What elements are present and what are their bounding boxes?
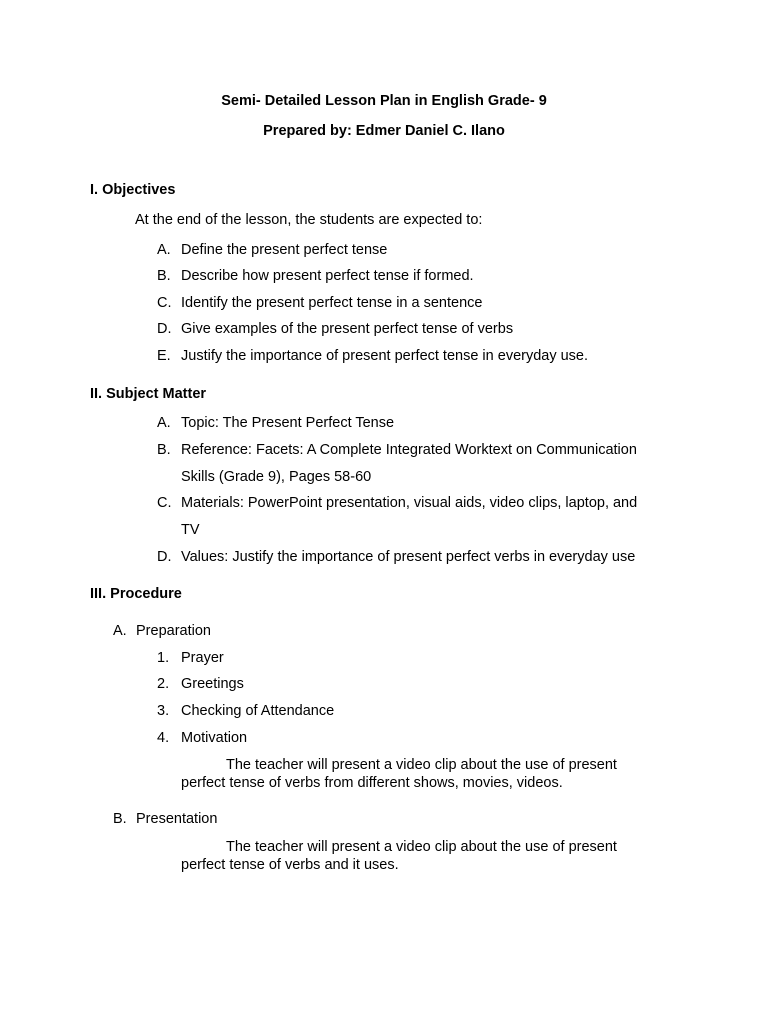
list-item-text: Checking of Attendance <box>181 703 335 719</box>
list-item-text: Give examples of the present perfect tense of verbs <box>181 321 514 337</box>
list-marker: B. <box>113 811 127 827</box>
list-marker: C. <box>157 495 172 511</box>
list-item-text: Motivation <box>181 730 248 746</box>
list-item-text: Reference: Facets: A Complete Integrated Worktext on Communication <box>181 442 637 458</box>
list-item-text: Justify the importance of present perfect tense in everyday use. <box>181 348 589 364</box>
list-item-text-continued: TV <box>181 522 200 538</box>
document-title: Semi- Detailed Lesson Plan in English Grade- 9 <box>221 93 547 109</box>
list-item-text: Topic: The Present Perfect Tense <box>181 415 395 431</box>
prepared-by: Prepared by: Edmer Daniel C. Ilano <box>263 123 505 139</box>
list-item-text-continued: Skills (Grade 9), Pages 58-60 <box>181 469 372 485</box>
list-marker: B. <box>157 268 171 284</box>
subject-matter-heading: II. Subject Matter <box>90 386 207 402</box>
preparation-label: Preparation <box>136 623 211 639</box>
list-marker: A. <box>113 623 127 639</box>
list-item-text: Greetings <box>181 676 244 692</box>
paragraph-line: perfect tense of verbs from different shows, movies, videos. <box>181 775 563 791</box>
list-marker: B. <box>157 442 171 458</box>
objectives-intro: At the end of the lesson, the students are expected to: <box>135 212 483 228</box>
list-item-text: Describe how present perfect tense if formed. <box>181 268 474 284</box>
list-item-text: Values: Justify the importance of present perfect verbs in everyday use <box>181 549 636 565</box>
objectives-heading: I. Objectives <box>90 182 176 198</box>
list-marker: C. <box>157 295 172 311</box>
procedure-heading: III. Procedure <box>90 586 182 602</box>
list-marker: A. <box>157 242 171 258</box>
list-item-text: Prayer <box>181 650 224 666</box>
paragraph-line: The teacher will present a video clip about the use of present <box>226 839 617 855</box>
list-item-text: Define the present perfect tense <box>181 242 388 258</box>
list-item-text: Identify the present perfect tense in a sentence <box>181 295 483 311</box>
list-marker: 1. <box>157 650 170 666</box>
paragraph-line: The teacher will present a video clip about the use of present <box>226 757 617 773</box>
paragraph-line: perfect tense of verbs and it uses. <box>181 857 399 873</box>
list-marker: D. <box>157 549 172 565</box>
list-marker: 3. <box>157 703 170 719</box>
list-marker: E. <box>157 348 171 364</box>
presentation-label: Presentation <box>136 811 218 827</box>
list-marker: 4. <box>157 730 170 746</box>
list-marker: 2. <box>157 676 170 692</box>
list-item-text: Materials: PowerPoint presentation, visual aids, video clips, laptop, and <box>181 495 638 511</box>
list-marker: D. <box>157 321 172 337</box>
list-marker: A. <box>157 415 171 431</box>
